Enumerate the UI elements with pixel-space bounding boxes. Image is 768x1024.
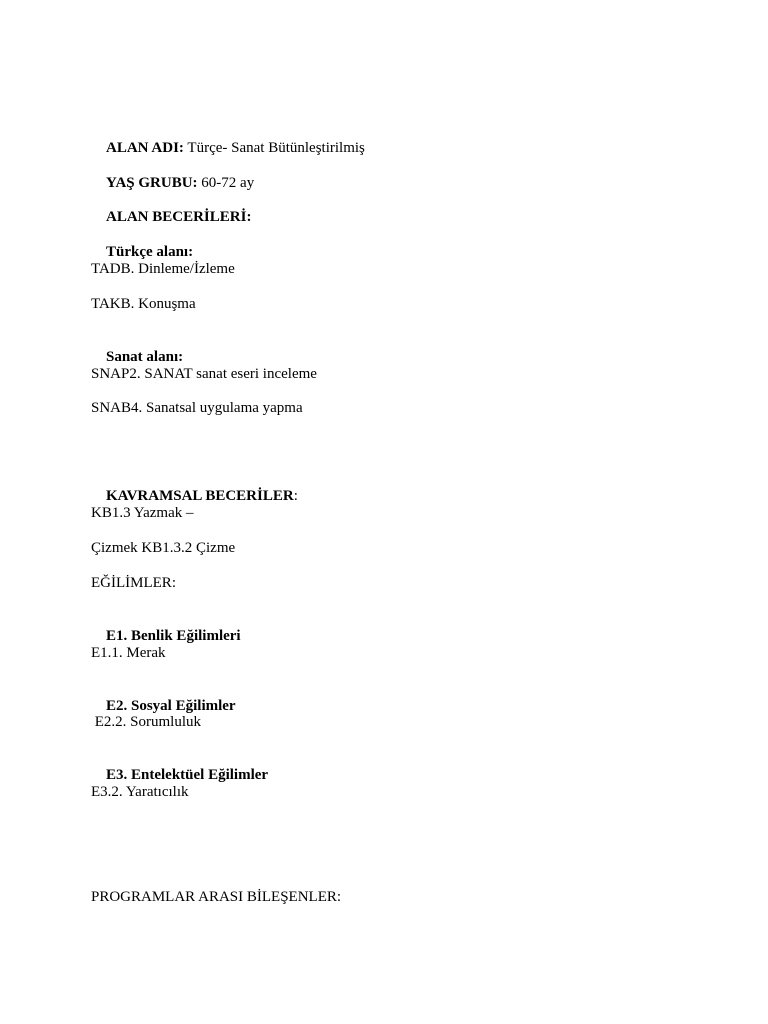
egilimler-heading: EĞİLİMLER: bbox=[91, 575, 176, 591]
yas-grubu-value: 60-72 ay bbox=[197, 175, 255, 191]
e1-label: E1. Benlik Eğilimleri bbox=[106, 628, 241, 644]
alan-becerileri-label: ALAN BECERİLERİ: bbox=[106, 209, 252, 225]
e22-line: E2.2. Sorumluluk bbox=[91, 714, 202, 730]
e32-line: E3.2. Yaratıcılık bbox=[91, 784, 189, 800]
sanat-alani-label: Sanat alanı: bbox=[106, 349, 184, 365]
snab4-line: SNAB4. Sanatsal uygulama yapma bbox=[91, 400, 303, 416]
e3-label: E3. Entelektüel Eğilimler bbox=[106, 767, 269, 783]
alan-adi-value: Türçe- Sanat Bütünleştirilmiş bbox=[183, 140, 365, 156]
yas-grubu-label: YAŞ GRUBU: bbox=[106, 175, 198, 191]
turkce-alani-label: Türkçe alanı: bbox=[106, 244, 194, 260]
alan-adi-label: ALAN ADI: bbox=[106, 140, 184, 156]
takb-line: TAKB. Konuşma bbox=[91, 296, 196, 312]
cizmek-line: Çizmek KB1.3.2 Çizme bbox=[91, 540, 236, 556]
kb13-line: KB1.3 Yazmak – bbox=[91, 505, 194, 521]
programlar-arasi-heading: PROGRAMLAR ARASI BİLEŞENLER: bbox=[91, 889, 342, 905]
kavramsal-beceriler-colon: : bbox=[293, 488, 298, 504]
kavramsal-beceriler-label: KAVRAMSAL BECERİLER bbox=[106, 488, 294, 504]
snap2-line: SNAP2. SANAT sanat eseri inceleme bbox=[91, 366, 317, 382]
e11-line: E1.1. Merak bbox=[91, 645, 166, 661]
tadb-line: TADB. Dinleme/İzleme bbox=[91, 261, 235, 277]
e2-label: E2. Sosyal Eğilimler bbox=[106, 698, 236, 714]
